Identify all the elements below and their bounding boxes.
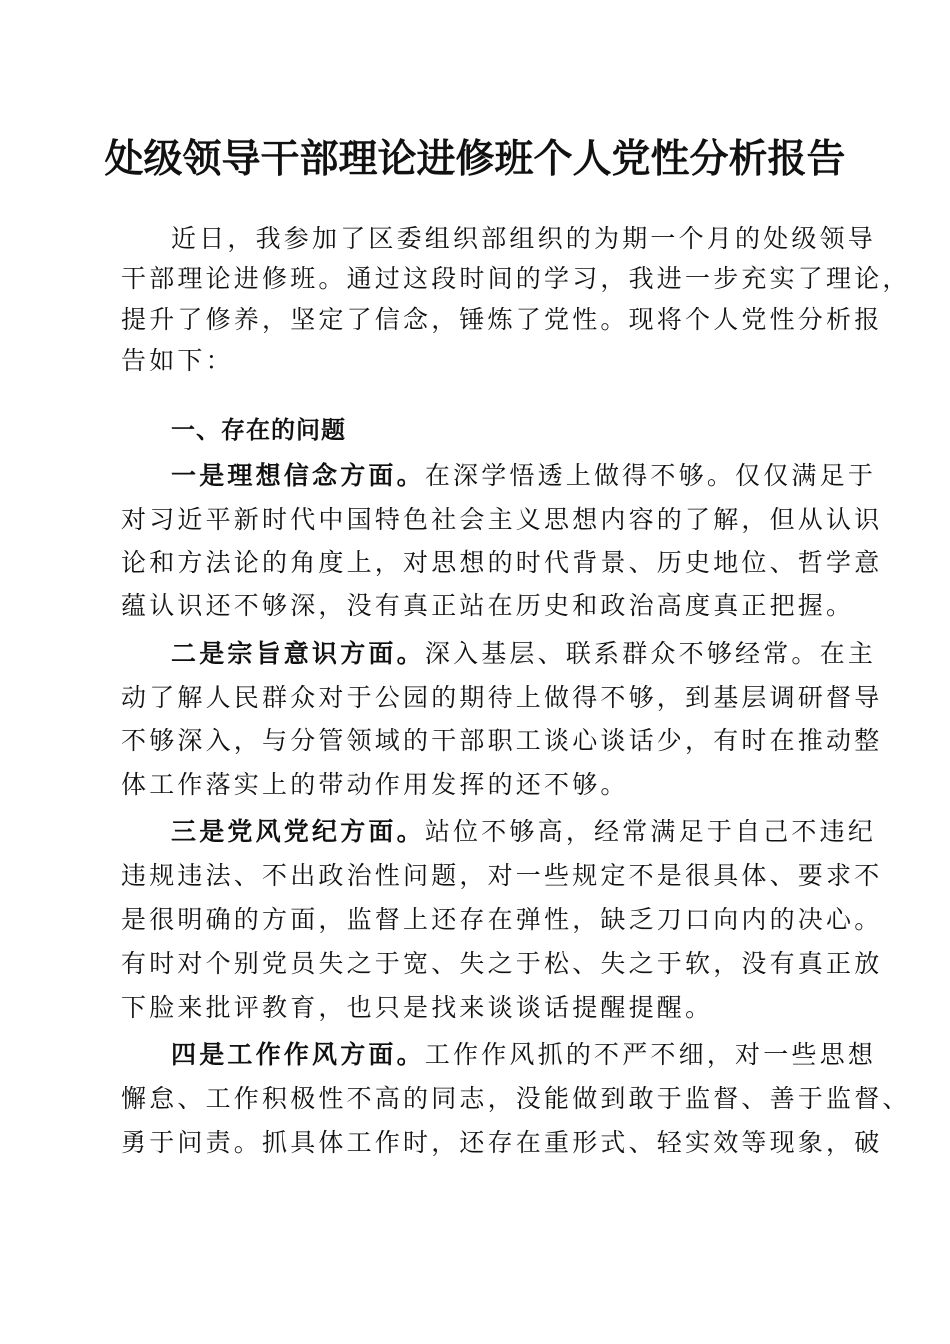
paragraph-lead: 二是宗旨意识方面。	[171, 639, 425, 668]
paragraph-text: 深入基层、联系群众不够经常。在主	[424, 639, 877, 668]
section-heading: 一、存在的问题	[171, 416, 346, 444]
paragraph-first-line	[171, 1035, 876, 1075]
paragraph-line: 动了解人民群众对于公园的期待上做得不够，到基层调研督导	[121, 683, 883, 712]
paragraph-text: 工作作风抓的不严不细，对一些思想	[424, 1040, 877, 1069]
paragraph-lead: 四是工作作风方面。	[171, 1040, 425, 1069]
document-title: 处级领导干部理论进修班个人党性分析报告	[104, 136, 846, 182]
paragraph-line: 不够深入，与分管领域的干部职工谈心谈话少，有时在推动整	[121, 726, 883, 755]
paragraph-first-line	[171, 634, 876, 674]
paragraph-first-line	[171, 456, 876, 496]
paragraph-line: 蕴认识还不够深，没有真正站在历史和政治高度真正把握。	[121, 591, 855, 620]
paragraph-text: 站位不够高，经常满足于自己不违纪	[424, 817, 877, 846]
paragraph-line: 对习近平新时代中国特色社会主义思想内容的了解，但从认识	[121, 505, 883, 534]
intro-line: 告如下：	[121, 346, 234, 375]
paragraph-line: 懈怠、工作积极性不高的同志，没能做到敢于监督、善于监督、	[121, 1084, 911, 1113]
paragraph-line: 体工作落实上的带动作用发挥的还不够。	[121, 770, 629, 799]
paragraph-text: 在深学悟透上做得不够。仅仅满足于	[424, 461, 877, 490]
paragraph-line: 是很明确的方面，监督上还存在弹性，缺乏刀口向内的决心。	[121, 905, 883, 934]
paragraph-first-line	[171, 812, 876, 852]
paragraph-lead: 一是理想信念方面。	[171, 461, 425, 490]
paragraph-line: 有时对个别党员失之于宽、失之于松、失之于软，没有真正放	[121, 949, 883, 978]
paragraph-line: 论和方法论的角度上，对思想的时代背景、历史地位、哲学意	[121, 548, 883, 577]
paragraph-line: 勇于问责。抓具体工作时，还存在重形式、轻实效等现象，破	[121, 1128, 883, 1157]
paragraph-line: 违规违法、不出政治性问题，对一些规定不是很具体、要求不	[121, 861, 883, 890]
intro-line: 干部理论进修班。通过这段时间的学习，我进一步充实了理论，	[121, 264, 911, 293]
paragraph-lead: 三是党风党纪方面。	[171, 817, 425, 846]
intro-line: 近日，我参加了区委组织部组织的为期一个月的处级领导	[171, 224, 877, 253]
paragraph-line: 下脸来批评教育，也只是找来谈谈话提醒提醒。	[121, 993, 714, 1022]
intro-line: 提升了修养，坚定了信念，锤炼了党性。现将个人党性分析报	[121, 305, 883, 334]
